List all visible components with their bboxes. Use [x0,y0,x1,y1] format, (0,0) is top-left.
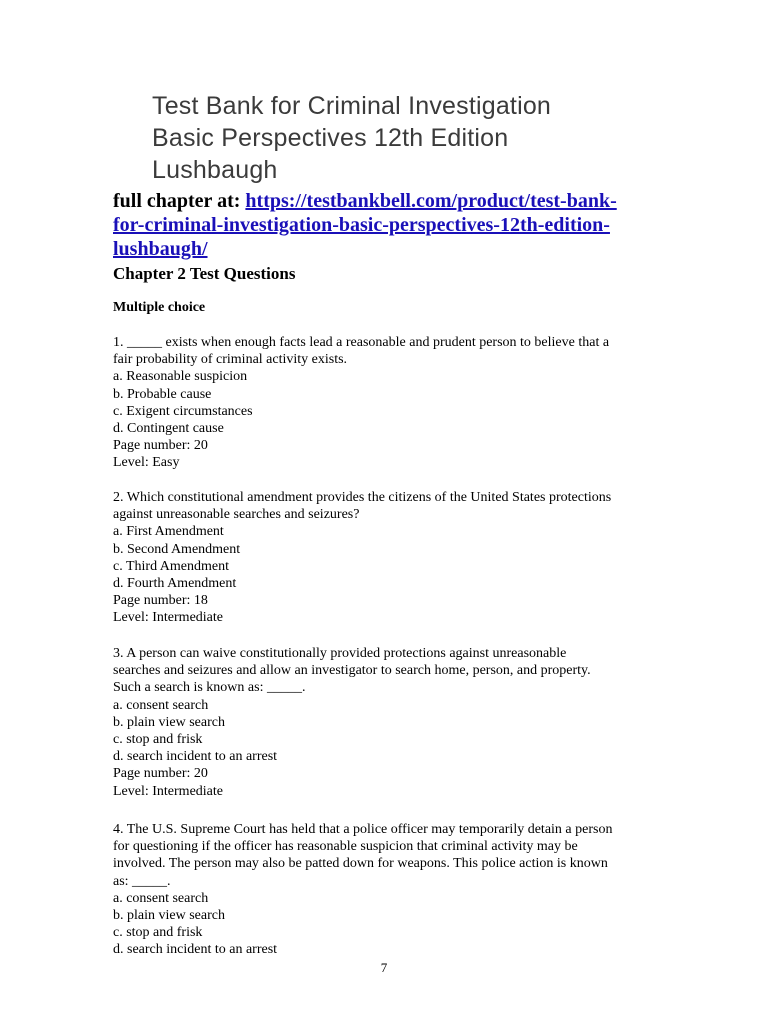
source-link[interactable]: for-criminal-investigation-basic-perspectives-12th-edition- [113,214,610,236]
question-text: against unreasonable searches and seizures? [113,507,360,523]
chapter-heading: Chapter 2 Test Questions [113,264,296,283]
question-text: 1. _____ exists when enough facts lead a reasonable and prudent person to believe that a [113,335,610,350]
question-page-number: Page number: 18 [113,593,208,609]
answer-option: d. search incident to an arrest [113,942,278,958]
question-page-number: Page number: 20 [113,766,208,782]
question-level: Level: Intermediate [113,610,223,626]
question-2 [113,489,658,627]
question-4 [113,821,658,959]
question-text: for questioning if the officer has reasonable suspicion that criminal activity may be [113,839,578,855]
answer-option: c. stop and frisk [113,925,203,941]
source-link[interactable]: lushbaugh/ [113,238,208,260]
answer-option: c. stop and frisk [113,732,203,748]
answer-option: d. Fourth Amendment [113,576,237,592]
question-text: fair probability of criminal activity exists. [113,352,348,368]
question-text: as: _____. [113,873,171,889]
question-text: 4. The U.S. Supreme Court has held that a police officer may temporarily detain a person [113,822,613,837]
answer-option: a. consent search [113,697,209,713]
question-text: searches and seizures and allow an investigator to search home, person, and property. [113,663,591,679]
title-line: Lushbaugh [152,156,278,184]
section-heading: Multiple choice [113,300,206,315]
question-1 [113,334,658,472]
source-label: full chapter at: [113,190,246,212]
answer-option: b. Probable cause [113,386,212,402]
question-text: involved. The person may also be patted down for weapons. This police action is known [113,856,608,872]
source-link[interactable]: https://testbankbell.com/product/test-bank- [245,190,617,212]
page-number: 7 [380,960,388,975]
question-level: Level: Intermediate [113,783,223,799]
document-title [152,90,692,186]
question-text: 3. A person can waive constitutionally provided protections against unreasonable [113,646,567,661]
answer-option: a. Reasonable suspicion [113,369,248,385]
question-level: Level: Easy [113,455,180,471]
answer-option: c. Third Amendment [113,558,229,574]
answer-option: d. Contingent cause [113,421,224,437]
answer-option: a. First Amendment [113,524,224,540]
question-3 [113,645,658,800]
answer-option: d. search incident to an arrest [113,749,278,765]
answer-option: b. plain view search [113,714,225,730]
question-page-number: Page number: 20 [113,438,208,454]
question-text: Such a search is known as: _____. [113,680,306,696]
answer-option: a. consent search [113,890,209,906]
source-block [113,189,653,261]
answer-option: b. plain view search [113,908,225,924]
answer-option: b. Second Amendment [113,541,241,557]
title-line: Basic Perspectives 12th Edition [152,124,509,152]
question-text: 2. Which constitutional amendment provides the citizens of the United States protections [113,490,612,505]
answer-option: c. Exigent circumstances [113,403,253,419]
title-line: Test Bank for Criminal Investigation [152,92,552,120]
